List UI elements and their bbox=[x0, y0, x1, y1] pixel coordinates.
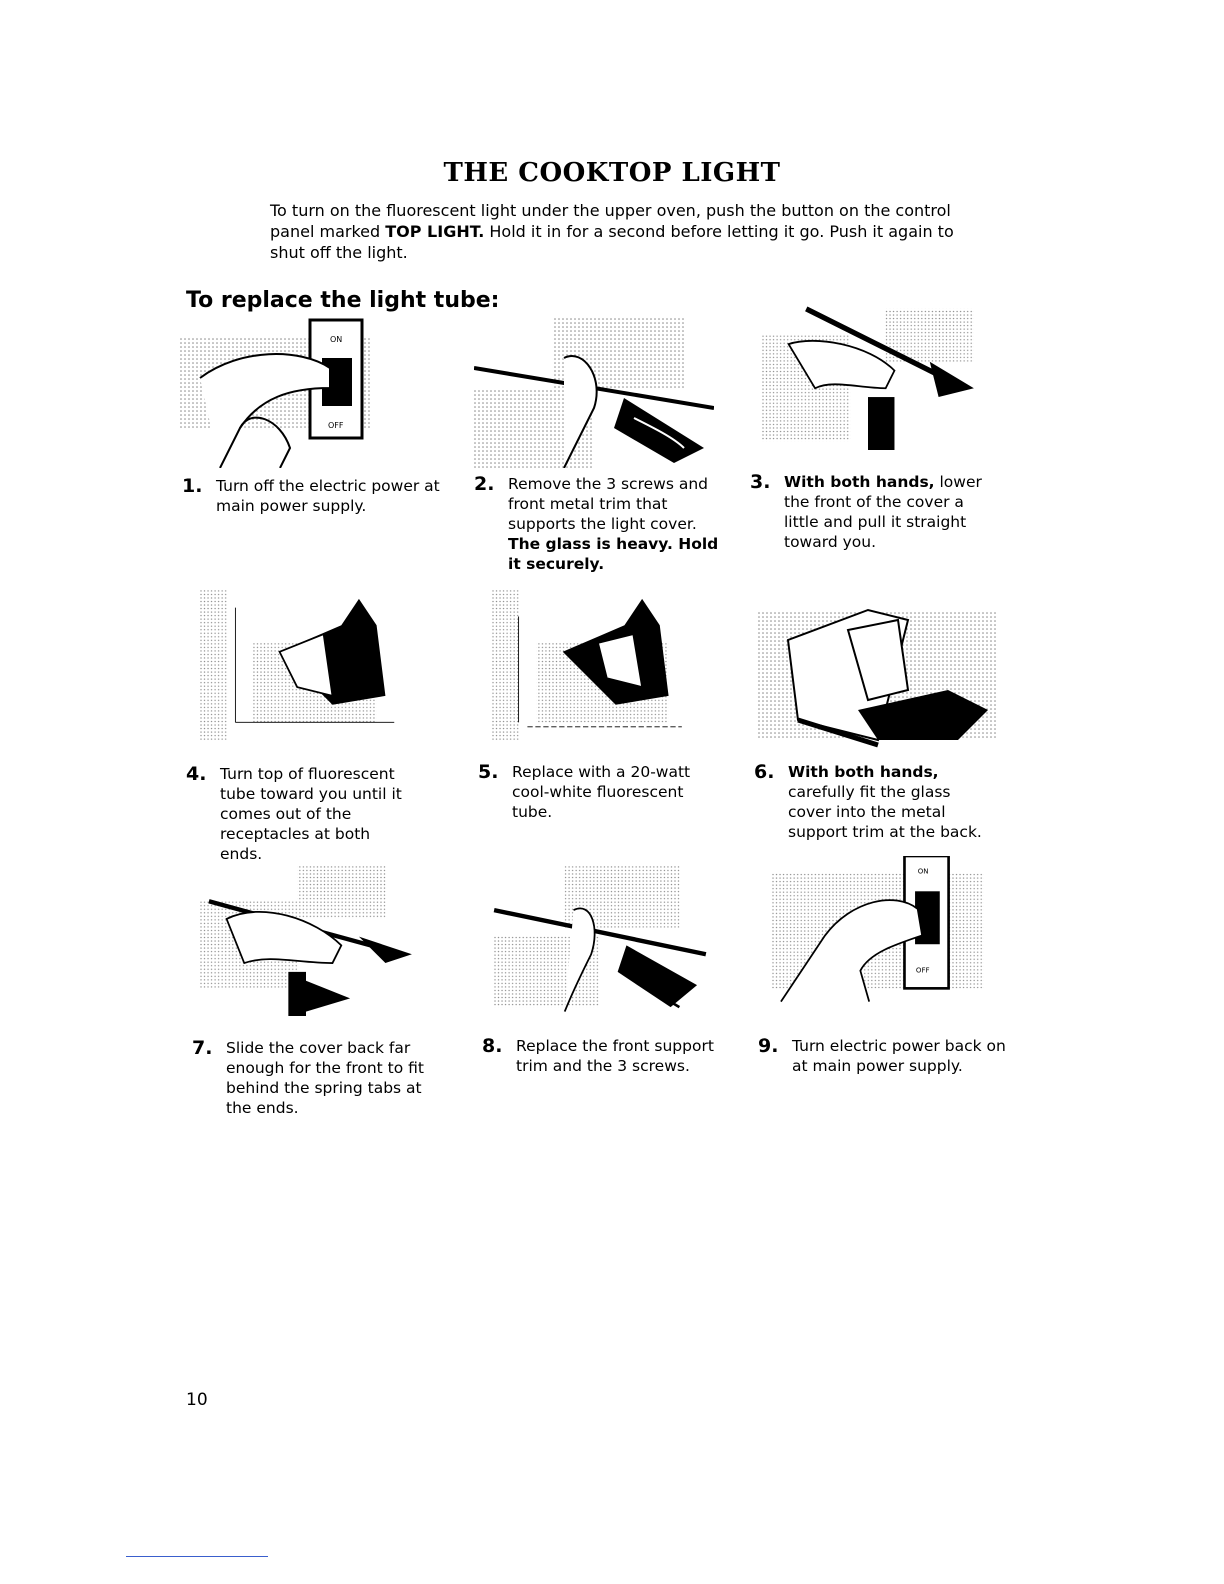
step-2 bbox=[474, 474, 744, 574]
step-6 bbox=[754, 762, 1024, 842]
switch-on-label: ON bbox=[330, 335, 343, 344]
step-7 bbox=[192, 1038, 462, 1118]
step-number: 5. bbox=[478, 761, 499, 783]
switch-off-label: OFF bbox=[915, 965, 930, 975]
step-number: 8. bbox=[482, 1035, 503, 1057]
switch-on-illustration bbox=[758, 856, 998, 1006]
intro-paragraph: To turn on the fluorescent light under the upper oven, push the button on the control panel marked TOP LIGHT. Hold it in for a second before letting it go. Push it again to shut off the light. bbox=[270, 201, 954, 262]
switch-illustration bbox=[180, 318, 420, 468]
step-number: 1. bbox=[182, 475, 203, 497]
lower-cover-illustration bbox=[748, 300, 988, 450]
step-number: 9. bbox=[758, 1035, 779, 1057]
switch-off-label: OFF bbox=[328, 421, 344, 430]
section-heading: To replace the light tube: bbox=[186, 288, 500, 313]
replace-trim-illustration bbox=[480, 866, 720, 1016]
step-text: With both hands, carefully fit the glass cover into the metal support trim at the back. bbox=[788, 763, 982, 841]
step-text: Turn off the electric power at main power supply. bbox=[216, 477, 440, 515]
slide-cover-illustration bbox=[186, 866, 426, 1016]
step-text: Slide the cover back far enough for the front to fit behind the spring tabs at the ends. bbox=[226, 1039, 424, 1117]
fit-cover-illustration bbox=[758, 600, 998, 750]
step-4 bbox=[186, 764, 456, 864]
step-text: Replace the front support trim and the 3 screws. bbox=[516, 1037, 714, 1075]
step-text: Remove the 3 screws and front metal trim that supports the light cover. The glass is heavy. Hold it securely. bbox=[508, 475, 719, 573]
step-number: 6. bbox=[754, 761, 775, 783]
step-5 bbox=[478, 762, 748, 822]
step-text: With both hands, lower the front of the cover a little and pull it straight toward you. bbox=[784, 473, 982, 551]
step-number: 3. bbox=[750, 471, 771, 493]
page-number: 10 bbox=[186, 1390, 208, 1410]
footer-rule bbox=[126, 1556, 268, 1557]
step-number: 2. bbox=[474, 473, 495, 495]
remove-trim-illustration bbox=[474, 318, 714, 468]
turn-tube-illustration bbox=[186, 590, 426, 740]
switch-on-label: ON bbox=[917, 866, 929, 876]
step-number: 4. bbox=[186, 763, 207, 785]
step-9 bbox=[758, 1036, 1028, 1076]
step-3 bbox=[750, 472, 1020, 552]
step-text: Turn electric power back on at main power supply. bbox=[792, 1037, 1006, 1075]
replace-tube-illustration bbox=[478, 590, 718, 740]
step-1 bbox=[182, 476, 452, 516]
step-8 bbox=[482, 1036, 752, 1076]
step-text: Replace with a 20-watt cool-white fluorescent tube. bbox=[512, 763, 691, 821]
step-text: Turn top of fluorescent tube toward you until it comes out of the receptacles at both ends. bbox=[220, 765, 402, 863]
step-number: 7. bbox=[192, 1037, 213, 1059]
page-title: THE COOKTOP LIGHT bbox=[443, 158, 781, 188]
